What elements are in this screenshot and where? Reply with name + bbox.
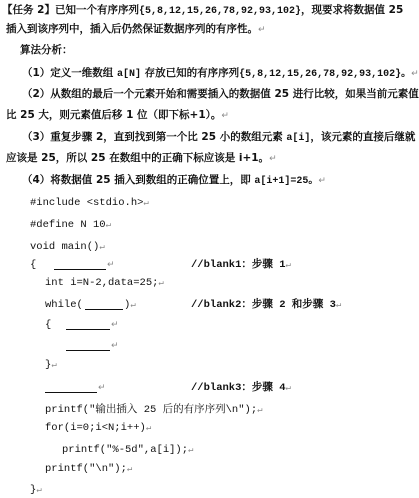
task-line-2 [6, 22, 266, 37]
blank1-comment-text: //blank1：步骤 1 [191, 259, 286, 271]
brace-text: } [45, 359, 52, 371]
code-open-brace [30, 258, 36, 272]
blank-1[interactable] [54, 258, 106, 270]
paragraph-mark: ↵ [145, 423, 152, 433]
step-4-code: a[i+1]=25。 [254, 176, 319, 187]
code-include-text: #include <stdio.h> [30, 197, 144, 209]
paragraph-mark: ↵ [130, 300, 136, 310]
paragraph-mark: ↵ [126, 464, 133, 474]
code-printf-3 [45, 462, 132, 476]
blank-2b[interactable] [66, 339, 110, 351]
code-define-text: #define N 10 [30, 219, 106, 231]
blank1-comment [191, 258, 291, 272]
brace-text: } [30, 484, 37, 496]
paragraph-mark: ↵ [221, 111, 229, 121]
task-text-end: ，现要求将数据值 25 [301, 4, 404, 16]
code-while-end [124, 298, 136, 312]
step-1-mid: 存放已知的有序序列 [140, 67, 240, 79]
task-label: 【任务 2】 [2, 4, 55, 16]
blank-2a[interactable] [66, 318, 110, 330]
code-inner-close [45, 358, 57, 372]
code-main-text: void main() [30, 241, 100, 253]
code-decl-text: int i=N-2,data=25; [45, 277, 159, 289]
step-3-text: （3）重复步骤 2，直到找到第一个比 25 小的数组元素 [22, 131, 287, 143]
code-main [30, 240, 105, 254]
paragraph-mark: ↵ [107, 260, 115, 270]
step-1-text: （1）定义一维数组 [22, 67, 117, 79]
paragraph-mark: ↵ [111, 341, 119, 351]
paragraph-mark: ↵ [285, 383, 291, 393]
while-keyword: while( [45, 299, 83, 311]
code-decl [45, 276, 164, 290]
brace-text: { [30, 259, 37, 271]
paragraph-mark: ↵ [188, 445, 194, 455]
printf-3-text: printf("\n"); [45, 463, 127, 475]
blank2-comment-text: //blank2：步骤 2 和步骤 3 [191, 299, 336, 311]
task-sequence: {5,8,12,15,26,78,92,93,102} [138, 6, 301, 17]
printf-1-text: printf("输出插入 25 后的有序序列\n"); [45, 404, 258, 416]
paragraph-mark: ↵ [411, 69, 419, 79]
code-for [45, 421, 151, 435]
paragraph-mark: ↵ [158, 278, 164, 288]
printf-2-text: printf("%-5d",a[i]); [62, 444, 189, 456]
step-3-line-2 [6, 151, 277, 166]
blank3-comment [191, 381, 291, 395]
paragraph-mark: ↵ [111, 320, 119, 330]
task-line-1 [2, 3, 403, 19]
step-2-text-2: 比 25 大，则元素值后移 1 位（即下标+1）。 [6, 109, 222, 121]
code-printf-2 [62, 443, 193, 457]
task-text: 已知一个有序序列 [54, 4, 139, 16]
blank3-comment-text: //blank3：步骤 4 [191, 382, 286, 394]
paragraph-mark: ↵ [98, 383, 106, 393]
code-include [30, 196, 149, 210]
step-2-text: （2）从数组的最后一个元素开始和需要插入的数据值 25 进行比较，如果当前元素值 [22, 88, 419, 100]
paragraph-mark: ↵ [269, 154, 277, 164]
paragraph-mark: ↵ [51, 360, 57, 370]
for-loop-text: for(i=0;i<N;i++) [45, 422, 146, 434]
code-inner-open [45, 318, 51, 332]
analysis-title-text: 算法分析： [20, 44, 73, 56]
code-close-brace [30, 483, 42, 497]
paragraph-mark: ↵ [143, 198, 149, 208]
brace-text: { [45, 319, 52, 331]
step-3-text-2: 应该是 25，所以 25 在数组中的正确下标应该是 i+1。 [6, 152, 270, 164]
paragraph-mark: ↵ [258, 25, 266, 35]
step-4-text: （4）将数据值 25 插入到数组的正确位置上，即 [22, 174, 255, 186]
step-1-seq: {5,8,12,15,26,78,92,93,102}。 [239, 69, 412, 80]
step-4 [22, 173, 326, 189]
code-printf-1 [45, 403, 263, 417]
blank-3[interactable] [45, 381, 97, 393]
paragraph-mark: ↵ [335, 300, 342, 310]
step-2-line-2 [6, 108, 229, 123]
paragraph-mark: ↵ [105, 220, 112, 230]
array-name: a[N] [116, 69, 141, 80]
step-2-line-1 [22, 87, 419, 101]
blank-2[interactable] [85, 298, 123, 310]
task-text-2: 插入到该序列中，插入后仍然保证数据序列的有序性。 [6, 23, 258, 35]
paragraph-mark: ↵ [36, 485, 42, 495]
blank2-comment [191, 298, 341, 312]
paragraph-mark: ↵ [257, 405, 263, 415]
paragraph-mark: ↵ [99, 242, 105, 252]
array-element: a[i] [286, 133, 311, 144]
step-1 [22, 66, 419, 82]
code-define [30, 218, 111, 232]
paragraph-mark: ↵ [318, 176, 326, 186]
code-while-kw [45, 298, 83, 312]
analysis-title [20, 43, 73, 57]
paragraph-mark: ↵ [285, 260, 291, 270]
step-3-text-end: ，该元素的直接后继就 [310, 131, 416, 143]
while-close-paren: ) [124, 299, 131, 311]
step-3-line-1 [22, 130, 415, 146]
